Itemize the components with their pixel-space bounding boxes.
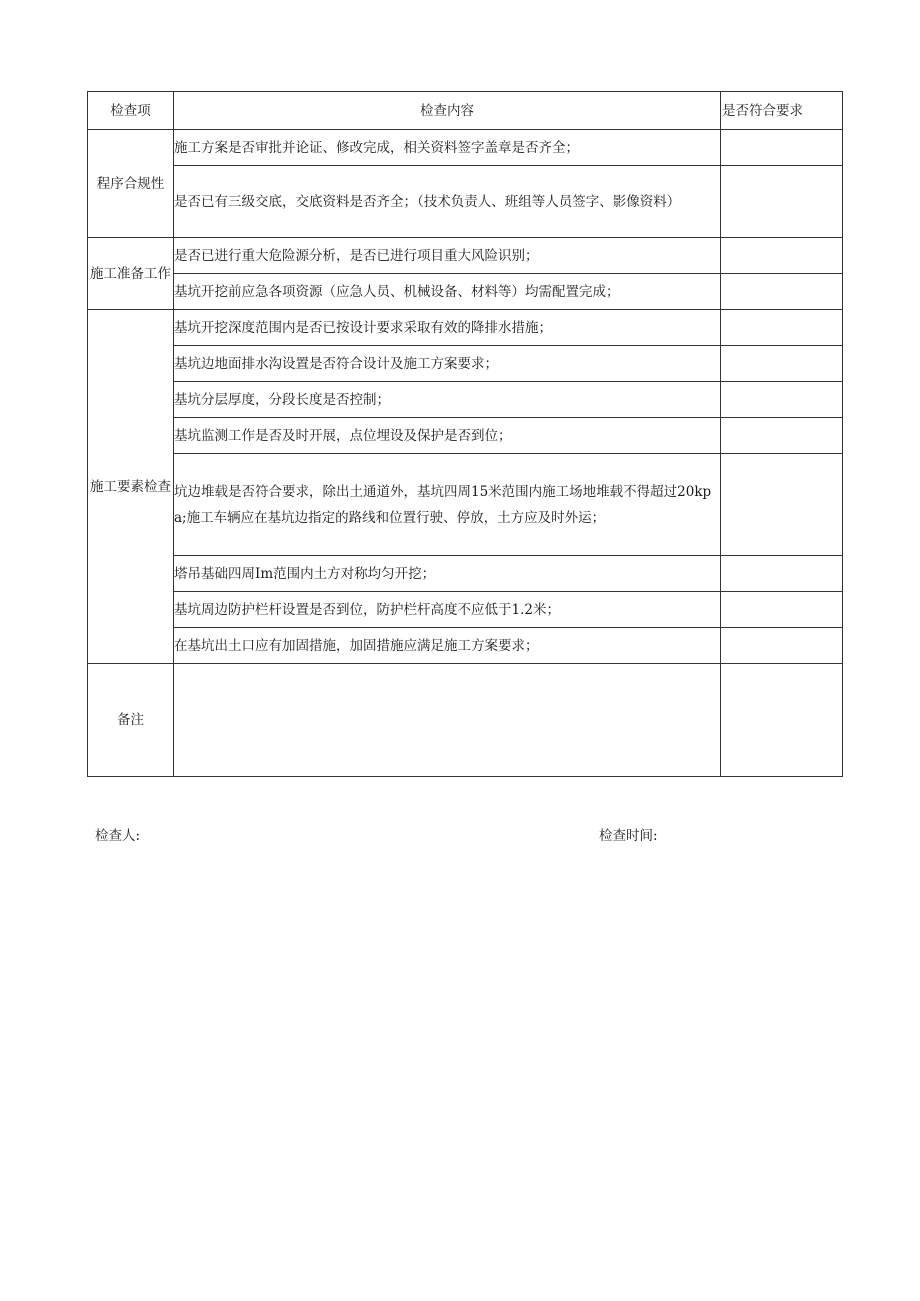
result-cell[interactable] [721,664,843,777]
notes-content[interactable] [174,664,721,777]
table-row [88,346,843,382]
section-label-notes: 备注 [88,664,174,777]
result-cell[interactable] [721,130,843,166]
section-label-procedure: 程序合规性 [88,130,174,238]
table-row [88,310,843,346]
table-row [88,238,843,274]
header-result: 是否符合要求 [721,92,843,130]
result-cell[interactable] [721,346,843,382]
check-content: 基坑周边防护栏杆设置是否到位，防护栏杆高度不应低于1.2米； [174,592,721,628]
check-content: 施工方案是否审批并论证、修改完成，相关资料签字盖章是否齐全； [174,130,721,166]
header-content: 检查内容 [174,92,721,130]
check-content: 塔吊基础四周Im范围内土方对称均匀开挖； [174,556,721,592]
result-cell[interactable] [721,310,843,346]
result-cell[interactable] [721,238,843,274]
check-content: 坑边堆载是否符合要求，除出土通道外，基坑四周15米范围内施工场地堆载不得超过20kpa;施工车辆应在基坑边指定的路线和位置行驶、停放，土方应及时外运； [174,454,721,556]
result-cell[interactable] [721,592,843,628]
check-content: 基坑开挖深度范围内是否已按设计要求采取有效的降排水措施； [174,310,721,346]
inspection-time-label: 检查时间: [599,828,658,844]
check-content: 是否已进行重大危险源分析，是否已进行项目重大风险识别； [174,238,721,274]
header-item: 检查项 [88,92,174,130]
table-row [88,664,843,777]
check-content: 在基坑出土口应有加固措施，加固措施应满足施工方案要求； [174,628,721,664]
inspection-table [87,91,843,777]
result-cell[interactable] [721,628,843,664]
header-row [88,92,843,130]
inspector-label: 检查人: [95,828,141,844]
result-cell[interactable] [721,418,843,454]
table-row [88,454,843,556]
table-row [88,556,843,592]
result-cell[interactable] [721,382,843,418]
check-content: 是否已有三级交底，交底资料是否齐全；（技术负责人、班组等人员签字、影像资料） [174,166,721,238]
result-cell[interactable] [721,166,843,238]
table-row [88,628,843,664]
result-cell[interactable] [721,454,843,556]
check-content: 基坑监测工作是否及时开展，点位埋设及保护是否到位； [174,418,721,454]
check-content: 基坑边地面排水沟设置是否符合设计及施工方案要求； [174,346,721,382]
section-label-preparation: 施工准备工作 [88,238,174,310]
section-label-elements: 施工要素检查 [88,310,174,664]
check-content: 基坑分层厚度，分段长度是否控制； [174,382,721,418]
table-row [88,166,843,238]
result-cell[interactable] [721,274,843,310]
result-cell[interactable] [721,556,843,592]
table-row [88,418,843,454]
table-row [88,382,843,418]
check-content: 基坑开挖前应急各项资源（应急人员、机械设备、材料等）均需配置完成； [174,274,721,310]
table-row [88,274,843,310]
table-row [88,592,843,628]
table-row [88,130,843,166]
